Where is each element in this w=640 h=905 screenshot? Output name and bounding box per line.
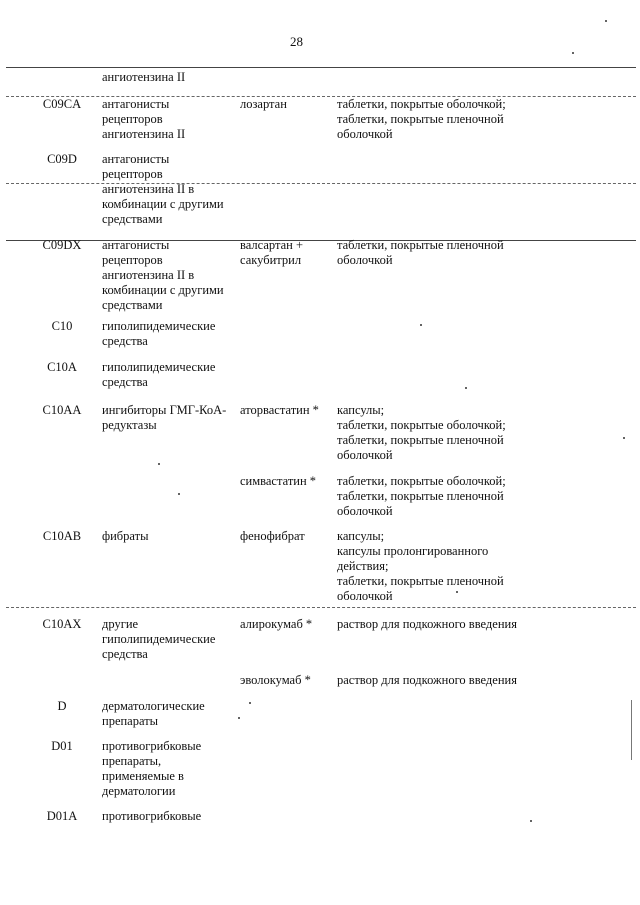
atc-code: C10AX — [42, 617, 82, 631]
dosage-form-line: капсулы пролонгированного — [337, 544, 489, 558]
page-number: 28 — [290, 34, 303, 49]
dosage-form-line: таблетки, покрытые пленочной — [337, 433, 504, 447]
forms-cell — [337, 97, 537, 142]
dosage-form-line: таблетки, покрытые оболочкой; — [337, 474, 506, 488]
scan-speck — [249, 702, 251, 704]
atc-code: C10 — [51, 319, 73, 333]
atc-code: D — [57, 699, 67, 713]
scan-speck — [158, 463, 160, 465]
drug-name-line: сакубитрил — [240, 253, 302, 267]
group-name-line: применяемые в — [102, 769, 184, 783]
dosage-form-line: таблетки, покрытые пленочной — [337, 489, 504, 503]
dosage-form-line: раствор для подкожного введения — [337, 617, 517, 631]
drug-name-line: фенофибрат — [240, 529, 305, 543]
group-name-line: ангиотензина II — [102, 127, 186, 141]
atc-code: D01 — [51, 739, 73, 753]
group-name-line: другие — [102, 617, 139, 631]
drug-name-line: алирокумаб * — [240, 617, 313, 631]
dosage-form-line: таблетки, покрытые оболочкой; — [337, 97, 506, 111]
scan-speck — [572, 52, 574, 54]
scan-speck — [238, 717, 240, 719]
scan-speck — [420, 324, 422, 326]
drug-name-line: лозартан — [240, 97, 287, 111]
dosage-form-line: раствор для подкожного введения — [337, 673, 517, 687]
top-rule — [6, 67, 636, 68]
group-cell — [102, 617, 232, 662]
group-name-line: гиполипидемические — [102, 632, 216, 646]
forms-cell — [337, 474, 537, 519]
group-name-line: противогрибковые — [102, 739, 202, 753]
atc-code: C10AA — [42, 403, 82, 417]
group-cell — [102, 152, 232, 227]
forms-cell — [337, 617, 537, 632]
group-name-line: комбинации с другими — [102, 283, 224, 297]
group-cell — [102, 403, 232, 433]
dosage-form-line: таблетки, покрытые пленочной — [337, 112, 504, 126]
atc-code: C09D — [47, 152, 77, 166]
forms-cell — [337, 673, 537, 688]
atc-code: C10A — [47, 360, 77, 374]
dosage-form-line: оболочкой — [337, 504, 393, 518]
group-name-line: комбинации с другими — [102, 197, 224, 211]
forms-cell — [337, 238, 537, 268]
group-cell — [102, 70, 232, 85]
table-rule — [6, 183, 636, 184]
forms-cell — [337, 403, 537, 463]
drug-name-line: симвастатин * — [240, 474, 317, 488]
drug-cell — [240, 673, 334, 688]
group-cell — [102, 360, 232, 390]
dosage-form-line: таблетки, покрытые пленочной — [337, 574, 504, 588]
group-name-line: антагонисты — [102, 97, 170, 111]
dosage-form-line: действия; — [337, 559, 389, 573]
atc-code: D01A — [46, 809, 78, 823]
group-cell — [102, 699, 232, 729]
drug-cell — [240, 238, 334, 268]
group-name-line: рецепторов — [102, 112, 163, 126]
drug-cell — [240, 474, 334, 489]
dosage-form-line: оболочкой — [337, 589, 393, 603]
group-cell — [102, 97, 232, 142]
dosage-form-line: оболочкой — [337, 253, 393, 267]
forms-cell — [337, 529, 537, 604]
group-cell — [102, 529, 232, 544]
group-cell — [102, 809, 232, 824]
group-name-line: ангиотензина II в — [102, 268, 195, 282]
group-name-line: ингибиторы ГМГ-КоА- — [102, 403, 227, 417]
drug-name-line: аторвастатин * — [240, 403, 319, 417]
atc-code: C10AB — [42, 529, 82, 543]
dosage-form-line: капсулы; — [337, 403, 385, 417]
scan-speck — [465, 387, 467, 389]
drug-name-line: валсартан + — [240, 238, 303, 252]
scan-edge-line — [631, 700, 632, 760]
scan-speck — [605, 20, 607, 22]
group-name-line: гиполипидемические — [102, 360, 216, 374]
group-name-line: редуктазы — [102, 418, 157, 432]
group-name-line: противогрибковые — [102, 809, 202, 823]
drug-cell — [240, 403, 334, 418]
drug-cell — [240, 617, 334, 632]
group-name-line: препараты — [102, 714, 159, 728]
drug-cell — [240, 529, 334, 544]
dosage-form-line: капсулы; — [337, 529, 385, 543]
table-rule — [6, 607, 636, 608]
group-name-line: антагонисты — [102, 238, 170, 252]
group-name-line: дерматологические — [102, 699, 205, 713]
dosage-form-line: оболочкой — [337, 448, 393, 462]
group-name-line: ангиотензина II в — [102, 182, 195, 196]
dosage-form-line: оболочкой — [337, 127, 393, 141]
group-name-line: дерматологии — [102, 784, 176, 798]
group-name-line: рецепторов — [102, 167, 163, 181]
atc-code: C09DX — [42, 238, 82, 252]
dosage-form-line: таблетки, покрытые пленочной — [337, 238, 504, 252]
group-name-line: препараты, — [102, 754, 162, 768]
group-name-line: фибраты — [102, 529, 149, 543]
group-name-line: средства — [102, 647, 148, 661]
scan-speck — [623, 437, 625, 439]
group-name-line: средствами — [102, 212, 163, 226]
scan-speck — [530, 820, 532, 822]
drug-cell — [240, 97, 334, 112]
group-name-line: ангиотензина II — [102, 70, 186, 84]
group-name-line: средства — [102, 375, 148, 389]
group-name-line: средства — [102, 334, 148, 348]
group-name-line: рецепторов — [102, 253, 163, 267]
group-name-line: средствами — [102, 298, 163, 312]
scan-speck — [178, 493, 180, 495]
group-cell — [102, 739, 232, 799]
group-name-line: гиполипидемические — [102, 319, 216, 333]
dosage-form-line: таблетки, покрытые оболочкой; — [337, 418, 506, 432]
drug-name-line: эволокумаб * — [240, 673, 311, 687]
group-name-line: антагонисты — [102, 152, 170, 166]
group-cell — [102, 319, 232, 349]
atc-code: C09CA — [42, 97, 82, 111]
group-cell — [102, 238, 232, 313]
